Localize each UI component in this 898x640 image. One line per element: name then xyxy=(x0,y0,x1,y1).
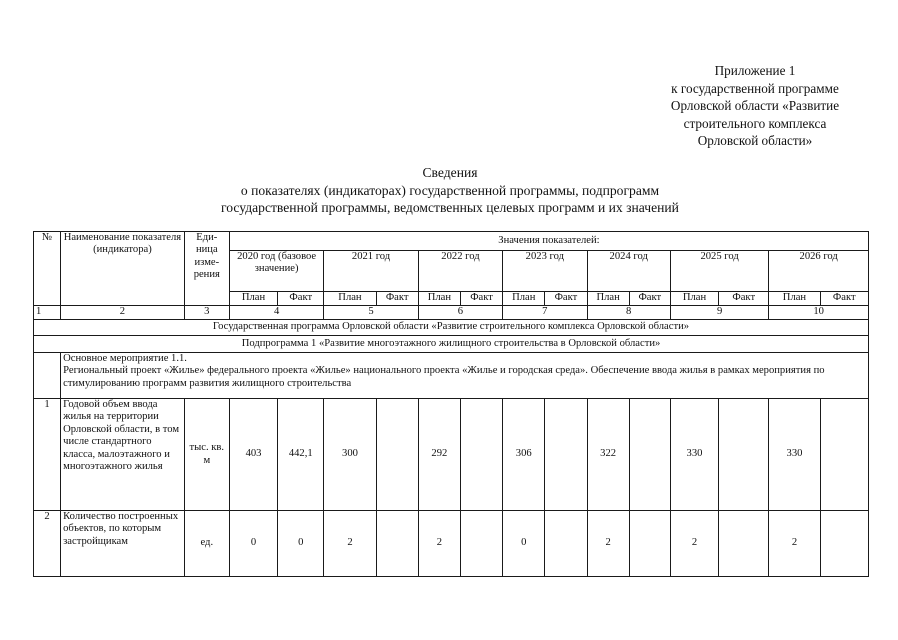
measure-cell xyxy=(61,353,869,399)
header-fact: Факт xyxy=(460,292,502,306)
cell-plan-2025: 2 xyxy=(670,511,718,577)
appendix-line: Орловской области» xyxy=(697,133,813,149)
cell-plan-2025: 330 xyxy=(670,399,718,511)
document-title: Сведения xyxy=(422,165,478,180)
column-number: 1 xyxy=(34,306,61,320)
cell-plan-2023: 306 xyxy=(503,399,545,511)
header-year-2025: 2025 год xyxy=(670,251,768,292)
cell-fact-2022 xyxy=(460,511,502,577)
document-heading xyxy=(120,164,780,217)
cell-fact-2021 xyxy=(376,511,418,577)
cell-fact-2025 xyxy=(719,511,769,577)
cell-plan-2020: 403 xyxy=(229,399,277,511)
header-plan: План xyxy=(769,292,820,306)
cell-plan-2024: 2 xyxy=(587,511,629,577)
column-number: 9 xyxy=(670,306,768,320)
header-plan: План xyxy=(229,292,277,306)
header-fact: Факт xyxy=(376,292,418,306)
document-subtitle-line-2: государственной программы, ведомственных целевых программ и их значений xyxy=(221,200,679,215)
measure-text: Региональный проект «Жилье» федерального проекта «Жилье» национального проекта «Жилье и городская среда». Обеспечение ввода жилья в рамках мероприятия по стимулированию программ развития жилищного строительства xyxy=(63,365,825,389)
header-year-2022: 2022 год xyxy=(418,251,502,292)
table-row xyxy=(34,511,869,577)
cell-plan-2022: 292 xyxy=(418,399,460,511)
header-unit: Еди-ница изме-рения xyxy=(184,232,229,306)
header-year-2023: 2023 год xyxy=(503,251,587,292)
row-unit: ед. xyxy=(184,511,229,577)
header-fact: Факт xyxy=(629,292,670,306)
header-fact: Факт xyxy=(278,292,324,306)
appendix-line: к государственной программе xyxy=(671,80,839,96)
cell-plan-2026: 330 xyxy=(769,399,820,511)
cell-plan-2020: 0 xyxy=(229,511,277,577)
header-year-2026: 2026 год xyxy=(769,251,869,292)
cell-fact-2024 xyxy=(629,399,670,511)
appendix-line: Приложение 1 xyxy=(714,63,796,78)
cell-fact-2021 xyxy=(376,399,418,511)
subprogram-row: Подпрограмма 1 «Развитие многоэтажного жилищного строительства в Орловской области» xyxy=(34,336,869,353)
row-num: 1 xyxy=(34,399,61,511)
indicators-table xyxy=(33,231,869,577)
header-year-2024: 2024 год xyxy=(587,251,670,292)
column-number: 6 xyxy=(418,306,502,320)
header-num: № xyxy=(34,232,61,306)
header-indicator-name: Наименование показателя (индикатора) xyxy=(61,232,185,306)
header-fact: Факт xyxy=(545,292,587,306)
cell-plan-2022: 2 xyxy=(418,511,460,577)
cell-fact-2025 xyxy=(719,399,769,511)
header-values: Значения показателей: xyxy=(229,232,868,251)
row-indicator-name: Количество построенных объектов, по которым застройщикам xyxy=(61,511,185,577)
state-program-row: Государственная программа Орловской области «Развитие строительного комплекса Орловской области» xyxy=(34,320,869,336)
cell-fact-2023 xyxy=(545,511,587,577)
appendix-line: строительного комплекса xyxy=(683,115,827,131)
row-indicator-name: Годовой объем ввода жилья на территории Орловской области, в том числе стандартного класса, малоэтажного и многоэтажного жилья xyxy=(61,399,185,511)
appendix-line: Орловской области «Развитие xyxy=(670,98,840,114)
header-plan: План xyxy=(503,292,545,306)
column-number: 3 xyxy=(184,306,229,320)
measure-num-cell xyxy=(34,353,61,399)
header-fact: Факт xyxy=(719,292,769,306)
cell-plan-2023: 0 xyxy=(503,511,545,577)
appendix-block xyxy=(640,62,870,150)
cell-fact-2020: 0 xyxy=(278,511,324,577)
header-plan: План xyxy=(324,292,376,306)
cell-fact-2026 xyxy=(820,399,868,511)
column-number: 10 xyxy=(769,306,869,320)
header-year-2020: 2020 год (базовое значение) xyxy=(229,251,323,292)
column-number: 2 xyxy=(61,306,185,320)
column-number: 4 xyxy=(229,306,323,320)
column-number: 5 xyxy=(324,306,418,320)
header-plan: План xyxy=(587,292,629,306)
document-subtitle-line-1: о показателях (индикаторах) государственной программы, подпрограмм xyxy=(240,182,660,198)
row-num: 2 xyxy=(34,511,61,577)
header-fact: Факт xyxy=(820,292,868,306)
header-plan: План xyxy=(418,292,460,306)
header-year-2021: 2021 год xyxy=(324,251,418,292)
cell-fact-2023 xyxy=(545,399,587,511)
table-row xyxy=(34,399,869,511)
row-unit: тыс. кв. м xyxy=(184,399,229,511)
cell-fact-2026 xyxy=(820,511,868,577)
cell-fact-2020: 442,1 xyxy=(278,399,324,511)
cell-fact-2024 xyxy=(629,511,670,577)
header-plan: План xyxy=(670,292,718,306)
cell-fact-2022 xyxy=(460,399,502,511)
measure-title: Основное мероприятие 1.1. xyxy=(63,353,187,364)
cell-plan-2026: 2 xyxy=(769,511,820,577)
cell-plan-2024: 322 xyxy=(587,399,629,511)
column-number: 8 xyxy=(587,306,670,320)
column-number: 7 xyxy=(503,306,587,320)
cell-plan-2021: 2 xyxy=(324,511,376,577)
cell-plan-2021: 300 xyxy=(324,399,376,511)
